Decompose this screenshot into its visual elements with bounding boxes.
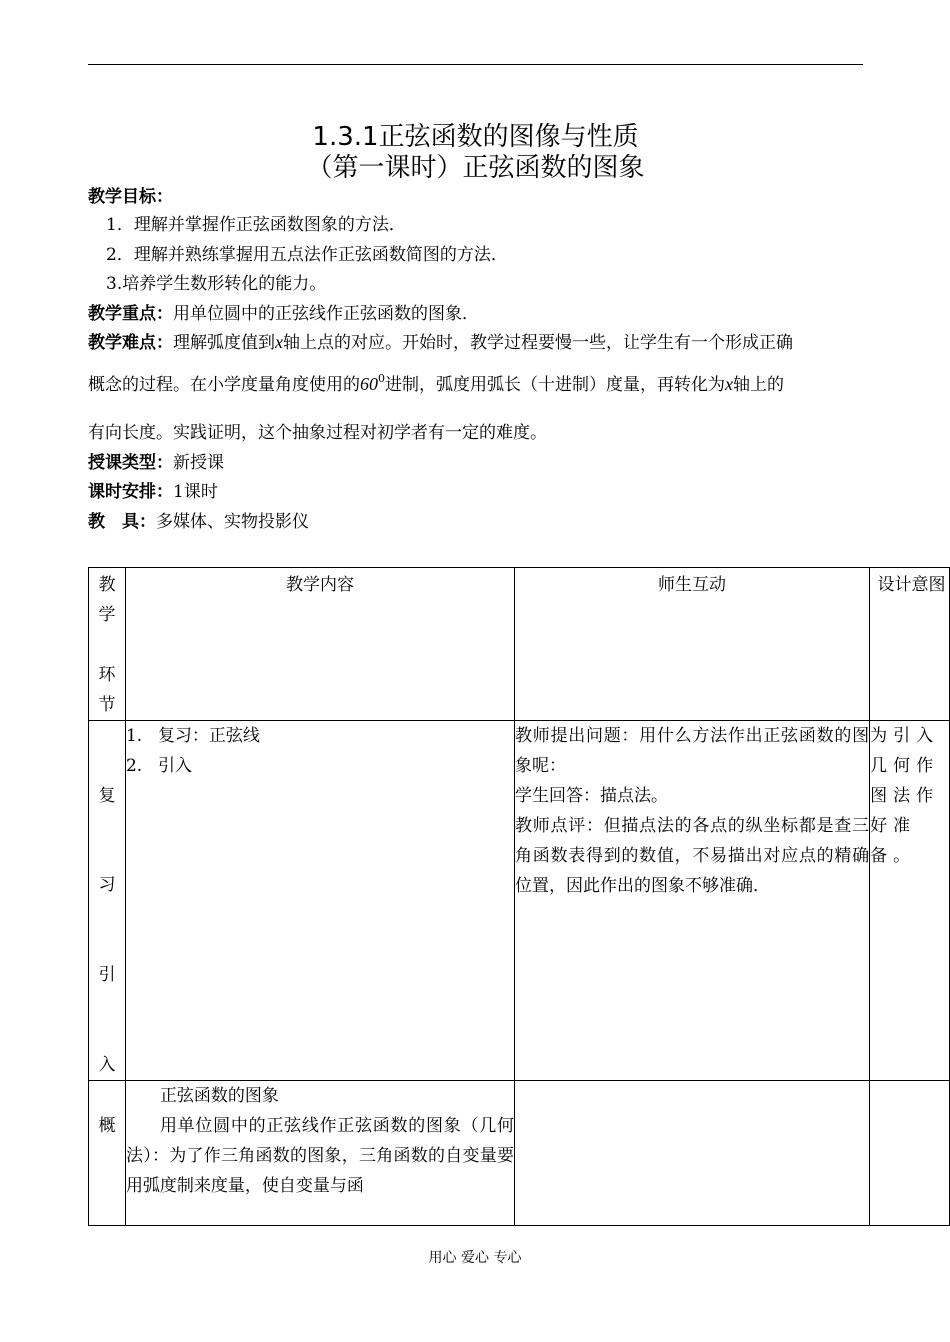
stage-char: 入 xyxy=(98,1055,116,1075)
stage-char xyxy=(89,721,125,751)
header-content: 教学内容 xyxy=(125,568,514,721)
concept-text: 用单位圆中的正弦线作正弦函数的图象（几何法）：为了作三角函数的图象，三角函数的自变量要用弧度制来度量，使自变量与函 xyxy=(125,1116,514,1196)
math-x: x xyxy=(725,374,733,394)
page-footer: 用心 爱心 专心 xyxy=(428,1250,522,1266)
concept-intent xyxy=(870,1081,950,1226)
table-header-row xyxy=(89,568,950,721)
difficulty-line-2 xyxy=(88,368,784,396)
stage-char: 引 xyxy=(98,965,116,985)
lesson-type-value: 新授课 xyxy=(173,453,224,473)
key-point-text: 用单位圆中的正弦线作正弦函数的图象． xyxy=(173,304,479,324)
header-stage-char: 学 xyxy=(98,605,116,625)
review-interaction xyxy=(514,721,869,1081)
difficulty-text-b: 轴上点的对应。开始时，教学过程要慢一些，让学生有一个形成正确 xyxy=(283,333,793,353)
stage-char xyxy=(89,811,125,870)
list-item xyxy=(126,751,514,781)
difficulty-text-c: 概念的过程。在小学度量角度使用的 xyxy=(88,375,360,395)
list-text: 引入 xyxy=(157,756,192,776)
key-point-label: 教学重点： xyxy=(88,304,173,324)
difficulty-text-a: 理解弧度值到 xyxy=(173,333,275,353)
tools-label: 教 具： xyxy=(88,512,156,532)
difficulty-text-e: 轴上的 xyxy=(733,375,784,395)
difficulty-line-3: 有向长度。实践证明，这个抽象过程对初学者有一定的难度。 xyxy=(88,423,547,443)
schedule-value: 1课时 xyxy=(173,482,218,502)
schedule-label: 课时安排： xyxy=(88,482,173,502)
objective-item-1: 1．理解并掌握作正弦函数图象的方法． xyxy=(106,215,406,235)
header-stage-char xyxy=(89,630,125,660)
math-x: x xyxy=(275,332,283,352)
schedule xyxy=(88,481,218,503)
interaction-question: 教师提出问题：用什么方法作出正弦函数的图象呢： xyxy=(514,726,870,776)
header-stage-char: 节 xyxy=(98,695,116,715)
review-intent: 为引入几何作图法作好准备。 xyxy=(870,721,950,1081)
stage-concept xyxy=(89,1081,126,1226)
objective-item-2: 2．理解并熟练掌握用五点法作正弦函数简图的方法． xyxy=(106,245,508,265)
list-text: 复习：正弦线 xyxy=(157,726,260,746)
header-intent: 设计意图 xyxy=(870,568,950,721)
stage-char xyxy=(89,990,125,1050)
math-degree-base: 60 xyxy=(360,374,378,394)
review-content xyxy=(125,721,514,1081)
header-stage xyxy=(89,568,126,721)
interaction-comment: 教师点评：但描点法的各点的纵坐标都是查三角函数表得到的数值，不易描出对应点的精确位置，因此作出的图象不够准确． xyxy=(514,816,870,896)
stage-char: 概 xyxy=(98,1116,116,1136)
stage-char: 复 xyxy=(98,786,116,806)
header-interaction: 师生互动 xyxy=(514,568,869,721)
lesson-plan-table xyxy=(88,567,950,1226)
tools xyxy=(88,511,309,533)
difficulty-label: 教学难点： xyxy=(88,333,173,353)
header-stage-char: 环 xyxy=(98,665,116,685)
difficulty-line-1 xyxy=(88,331,793,354)
stage-char: 习 xyxy=(98,875,116,895)
header-rule xyxy=(88,64,863,65)
lesson-type xyxy=(88,452,224,474)
stage-char xyxy=(89,900,125,960)
objective-item-3: 3.培养学生数形转化的能力。 xyxy=(106,274,327,294)
concept-interaction xyxy=(514,1081,869,1226)
concept-content xyxy=(125,1081,514,1226)
tools-value: 多媒体、实物投影仪 xyxy=(156,512,309,532)
table-row-review xyxy=(89,721,950,1081)
doc-title: 1.3.1正弦函数的图像与性质 xyxy=(312,122,639,152)
interaction-answer: 学生回答：描点法。 xyxy=(514,786,668,806)
concept-heading: 正弦函数的图象 xyxy=(159,1086,279,1106)
header-stage-char: 教 xyxy=(98,575,116,595)
lesson-type-label: 授课类型： xyxy=(88,453,173,473)
doc-subtitle: （第一课时）正弦函数的图象 xyxy=(306,153,645,183)
stage-char xyxy=(89,1081,125,1111)
stage-review xyxy=(89,721,126,1081)
math-degree-sup: 0 xyxy=(378,372,385,385)
key-point xyxy=(88,303,479,325)
table-row-concept xyxy=(89,1081,950,1226)
difficulty-text-d: 进制，弧度用弧长（十进制）度量，再转化为 xyxy=(385,375,725,395)
objectives-label: 教学目标： xyxy=(88,187,173,207)
list-number: 1. xyxy=(125,726,143,746)
list-item xyxy=(126,721,514,751)
list-number: 2. xyxy=(125,756,143,776)
